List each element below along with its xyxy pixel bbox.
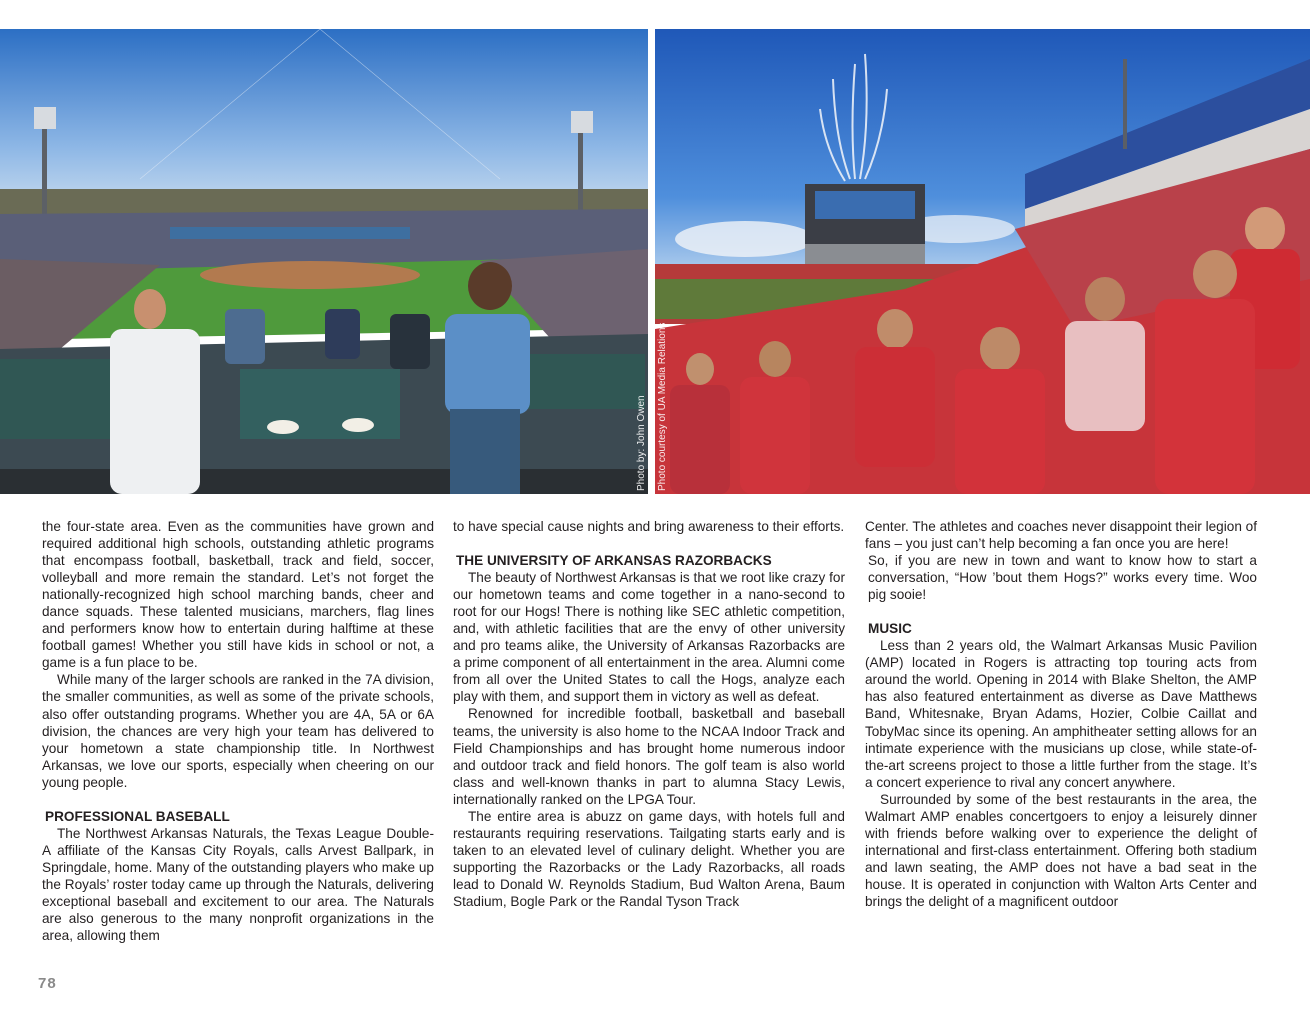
photo-credit-right: Photo courtesy of UA Media Relations — [657, 322, 668, 491]
photo-credit-left: Photo by: John Owen — [636, 395, 647, 491]
body-paragraph: Surrounded by some of the best restaurants in the area, the Walmart AMP enables concertgoers to enjoy a leisurely dinner with friends before walking over to experience the delight of international and first-class entertainment. Offering both stadium and lawn seating, the AMP does not have a bad seat in the house. It is operated in conjunction with Walton Arts Center and brings the delight of a magnificent outdoor — [865, 791, 1257, 909]
football-stadium-crowd-photo — [655, 29, 1310, 494]
article-column-1 — [42, 518, 434, 944]
page-number: 78 — [38, 975, 57, 992]
body-paragraph: So, if you are new in town and want to know how to start a conversation, “How ’bout them Hogs?” works every time. Woo pig sooie! — [868, 553, 1257, 603]
article-column-3 — [865, 518, 1257, 910]
article-column-2 — [453, 518, 845, 910]
body-paragraph: Center. The athletes and coaches never disappoint their legion of fans – you just can’t help becoming a fan once you are here! — [865, 519, 1257, 552]
section-heading-baseball: PROFESSIONAL BASEBALL — [45, 808, 230, 824]
body-paragraph: The beauty of Northwest Arkansas is that we root like crazy for our hometown teams and come together in a nano-second to root for our Hogs! There is nothing like SEC athletic competition, and, with athletic facilities that are the envy of other university and pro teams alike, the University of Arkansas Razorbacks are a prime component of all entertainment in the area. Alumni come from all over the United States to call the Hogs, analyze each play with them, and support them in victory as well as defeat. — [453, 570, 845, 705]
body-paragraph: Renowned for incredible football, basketball and baseball teams, the university is also home to the NCAA Indoor Track and Field Championships and has brought home numerous indoor and outdoor track and field honors. The golf team is also world class and well-known thanks in part to alumna Stacy Lewis, internationally ranked on the LPGA Tour. — [453, 706, 845, 807]
body-paragraph: The Northwest Arkansas Naturals, the Texas League Double-A affiliate of the Kansas City Royals, calls Arvest Ballpark, in Springdale, home. Many of the outstanding players who make up the Royals’ roster today came up through the Naturals, delivering exceptional baseball and excitement to our area. The Naturals are also generous to the many nonprofit organizations in the area, allowing them — [42, 825, 434, 944]
baseball-stadium-photo — [0, 29, 648, 494]
section-heading-music: MUSIC — [868, 621, 912, 637]
body-paragraph: to have special cause nights and bring awareness to their efforts. — [453, 519, 845, 534]
section-heading-razorbacks: THE UNIVERSITY OF ARKANSAS RAZORBACKS — [456, 553, 772, 569]
body-paragraph: Less than 2 years old, the Walmart Arkansas Music Pavilion (AMP) located in Rogers is attracting top touring acts from around the world. Opening in 2014 with Blake Shelton, the AMP has also featured entertainment as diverse as Dave Matthews Band, Whitesnake, Bryan Adams, Hozier, Colbie Caillat and TobyMac since its opening. An amphitheater setting allows for an intimate experience with the musicians up close, while state-of-the-art screens project to those a little further from the stage. It’s a concert experience to rival any concert anywhere. — [865, 638, 1257, 790]
body-paragraph: The entire area is abuzz on game days, with hotels full and restaurants requiring reservations. Tailgating starts early and is taken to an elevated level of culinary delight. Whether you are supporting the Razorbacks or the Lady Razorbacks, all roads lead to Donald W. Reynolds Stadium, Bud Walton Arena, Baum Stadium, Bogle Park or the Randal Tyson Track — [453, 808, 845, 909]
body-paragraph: the four-state area. Even as the communities have grown and required additional high schools, outstanding athletic programs that encompass football, basketball, track and field, soccer, volleyball and more remain the standard. Let’s not forget the nationally-recognized high school marching bands, cheer and dance squads. These talented musicians, marchers, flag lines and performers know how to entertain during halftime at these football games! Whether you still have kids in school or not, a game is a fun place to be. — [42, 519, 434, 671]
body-paragraph: While many of the larger schools are ranked in the 7A division, the smaller communities, as well as some of the private schools, also offer outstanding programs. Whether you are 4A, 5A or 6A division, the chances are very high your team has delivered to your hometown a state championship title. In Northwest Arkansas, we love our sports, especially when cheering on our young people. — [42, 672, 434, 790]
